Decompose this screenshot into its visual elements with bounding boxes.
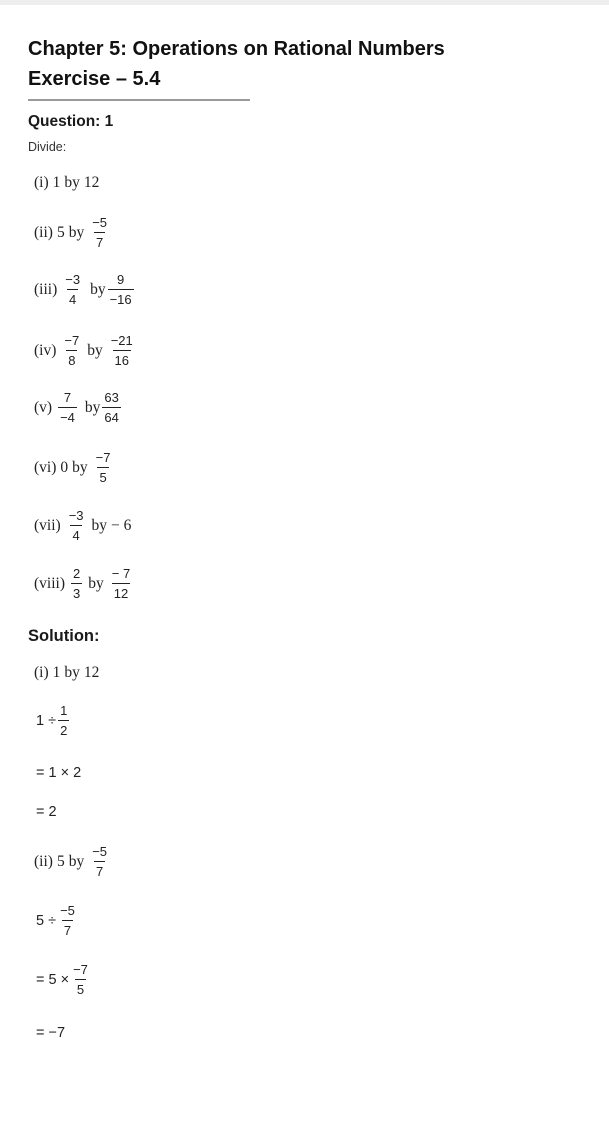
denominator: 16: [113, 350, 131, 367]
solution-part-2-heading: [34, 845, 111, 878]
denominator: −16: [108, 289, 134, 306]
denominator: 7: [94, 861, 105, 878]
denominator: 3: [71, 583, 82, 600]
divisor-fraction: [110, 567, 132, 600]
expression: = −7: [36, 1025, 66, 1041]
expression-prefix: 1 ÷: [36, 712, 57, 729]
divisor: − 6: [111, 516, 132, 534]
by-word: by: [68, 852, 85, 870]
numerator: −7: [73, 962, 88, 977]
solution-part-1-heading: [34, 664, 99, 682]
numerator: 1: [60, 703, 68, 718]
divisor-fraction: [102, 391, 120, 424]
item-label: (v): [34, 398, 53, 416]
divisor: 12: [83, 664, 100, 681]
solution-part-1-step-2: [36, 765, 81, 781]
by-word: by: [64, 174, 80, 191]
fraction: [71, 963, 90, 996]
solution-heading: Solution:: [28, 627, 100, 645]
solution-part-2-step-2: [36, 963, 92, 996]
dividend: 1: [52, 664, 61, 681]
item-label: (iv): [34, 341, 57, 359]
dividend-fraction: [62, 334, 81, 367]
by-word: by: [72, 458, 88, 476]
expression-prefix: 5 ÷: [36, 912, 57, 929]
chapter-title: Chapter 5: Operations on Rational Numbers: [28, 38, 445, 60]
exercise-title: Exercise – 5.4: [28, 68, 161, 90]
question-item-3: [34, 273, 136, 306]
divisor-fraction: [108, 273, 134, 306]
denominator: 4: [67, 289, 78, 306]
numerator: −7: [95, 450, 111, 465]
by-word: by: [64, 664, 80, 681]
denominator: 2: [58, 720, 69, 737]
divisor-fraction: [94, 451, 113, 484]
denominator: 12: [112, 583, 130, 600]
divisor-fraction: [109, 334, 135, 367]
denominator: −4: [58, 407, 77, 424]
numerator: −5: [92, 844, 108, 859]
denominator: 64: [102, 407, 120, 424]
solution-part-2-step-3: [36, 1025, 65, 1041]
item-label: (vii): [34, 516, 61, 534]
question-item-1: [34, 174, 99, 192]
item-label: (ii): [34, 223, 53, 241]
numerator: 9: [116, 272, 125, 287]
numerator: 2: [73, 566, 81, 581]
question-heading: Question: 1: [28, 113, 114, 130]
denominator: 4: [70, 525, 81, 542]
numerator: 7: [63, 390, 72, 405]
numerator: −3: [65, 272, 81, 287]
dividend-fraction: [67, 509, 86, 542]
question-item-5: [34, 391, 123, 424]
expression: = 2: [36, 804, 57, 820]
question-item-7: [34, 509, 131, 542]
top-border: [0, 0, 609, 5]
dividend: 1: [52, 174, 61, 191]
denominator: 5: [75, 979, 86, 996]
question-item-4: [34, 334, 137, 367]
question-item-8: [34, 567, 134, 600]
numerator: −5: [60, 903, 75, 918]
item-label: (i): [34, 664, 49, 681]
by-word: by: [90, 280, 106, 298]
dividend-fraction: [58, 391, 77, 424]
numerator: 63: [104, 390, 119, 405]
by-word: by: [88, 574, 104, 592]
title-divider: [28, 99, 250, 101]
question-item-6: [34, 451, 114, 484]
divisor: 12: [83, 174, 100, 191]
question-item-2: [34, 216, 111, 249]
by-word: by: [87, 341, 103, 359]
numerator: −7: [64, 333, 80, 348]
fraction: [58, 704, 69, 737]
by-word: by: [68, 223, 85, 241]
by-word: by: [91, 516, 108, 534]
fraction: [58, 904, 77, 937]
dividend-fraction: [63, 273, 82, 306]
dividend: 0: [60, 458, 69, 476]
dividend: 5: [56, 852, 65, 870]
numerator: − 7: [111, 566, 131, 581]
denominator: 8: [66, 350, 77, 367]
item-label: (i): [34, 174, 49, 191]
item-label: (viii): [34, 574, 65, 592]
divisor-fraction: [90, 845, 109, 878]
numerator: −21: [110, 333, 133, 348]
solution-part-2-step-1: [36, 904, 79, 937]
denominator: 7: [62, 920, 73, 937]
solution-part-1-step-3: [36, 804, 57, 820]
numerator: −3: [68, 508, 84, 523]
by-word: by: [84, 398, 101, 416]
item-label: (vi): [34, 458, 57, 476]
dividend: 5: [56, 223, 65, 241]
solution-part-1-step-1: [36, 704, 71, 737]
expression-prefix: = 5 ×: [36, 971, 70, 988]
denominator: 7: [94, 232, 105, 249]
dividend-fraction: [71, 567, 82, 600]
expression: = 1 × 2: [36, 765, 82, 781]
divisor-fraction: [90, 216, 109, 249]
denominator: 5: [97, 467, 108, 484]
item-label: (iii): [34, 280, 58, 298]
numerator: −5: [92, 215, 108, 230]
item-label: (ii): [34, 852, 53, 870]
question-instruction: Divide:: [28, 140, 67, 154]
